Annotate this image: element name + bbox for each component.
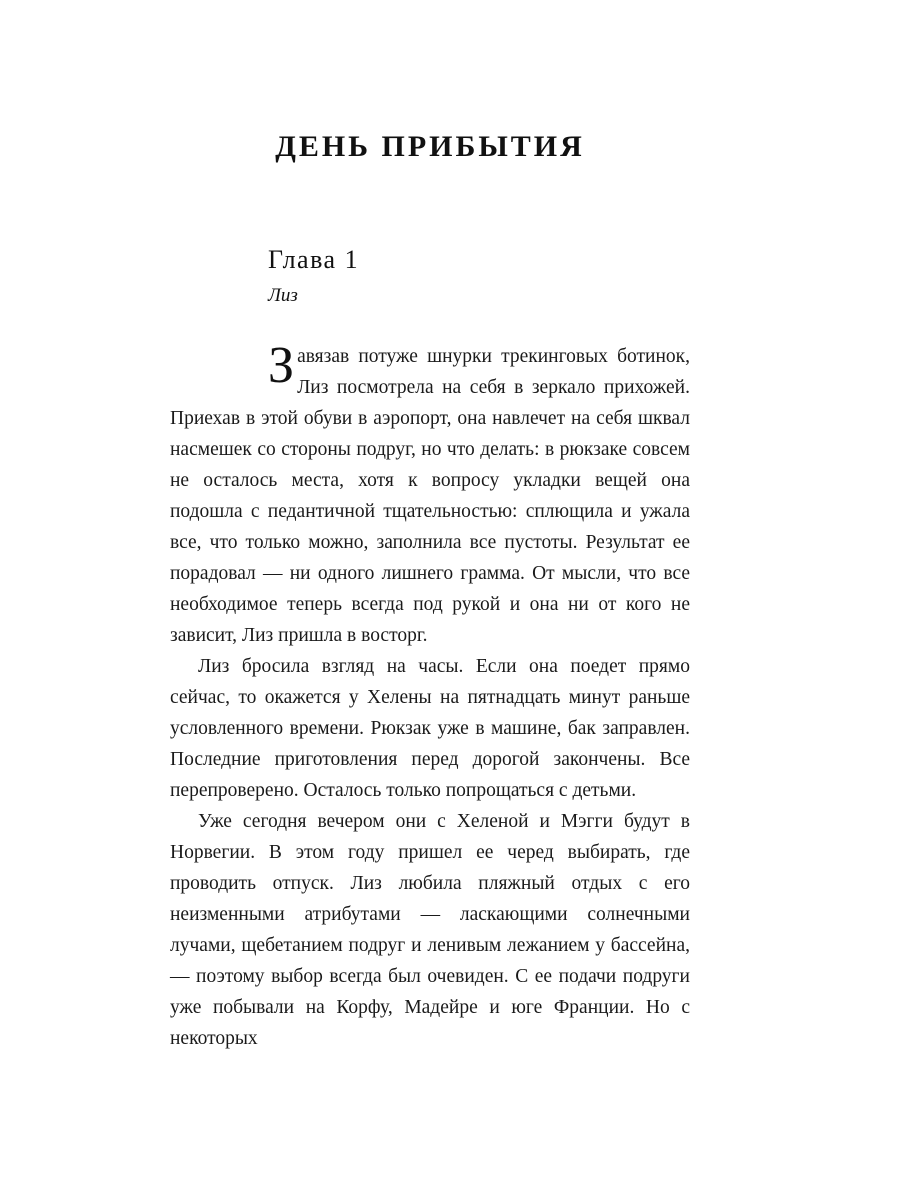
- drop-cap: З: [268, 337, 295, 394]
- paragraph-3: Уже сегодня вечером они с Хеленой и Мэгги будут в Норвегии. В этом году пришел ее черед выбирать, где проводить отпуск. Лиз любила пляжный отдых с его неизменными атрибутами — ласкающими солнечными лучами, щебетанием подруг и ленивым лежанием у бассейна, — поэтому выбор всегда был очевиден. С ее подачи подруги уже побывали на Корфу, Мадейре и юге Франции. Но с некоторых: [170, 811, 690, 1049]
- body-text: [170, 337, 690, 1054]
- chapter-title: Глава 1: [268, 245, 360, 274]
- paragraph-2: Лиз бросила взгляд на часы. Если она поедет прямо сейчас, то окажется у Хелены на пятнадцать минут раньше условленного времени. Рюкзак уже в машине, бак заправлен. Последние приготовления перед дорогой закончены. Все перепроверено. Осталось только попрощаться с детьми.: [170, 656, 690, 801]
- chapter-subtitle: Лиз: [268, 285, 298, 306]
- page-content: [170, 0, 690, 1054]
- part-title: ДЕНЬ ПРИБЫТИЯ: [275, 130, 585, 163]
- paragraph-1: авязав потуже шнурки трекинговых ботинок, Лиз посмотрела на себя в зеркало прихожей. Приехав в этой обуви в аэропорт, она навлечет на себя шквал насмешек со стороны подруг, но что делать: в рюкзаке совсем не осталось места, хотя к вопросу укладки вещей она подошла с педантичной тщательностью: сплющила и ужала все, что только можно, заполнила все пустоты. Результат ее порадовал — ни одного лишнего грамма. От мысли, что все необходимое теперь всегда под рукой и она ни от кого не зависит, Лиз пришла в восторг.: [170, 346, 690, 646]
